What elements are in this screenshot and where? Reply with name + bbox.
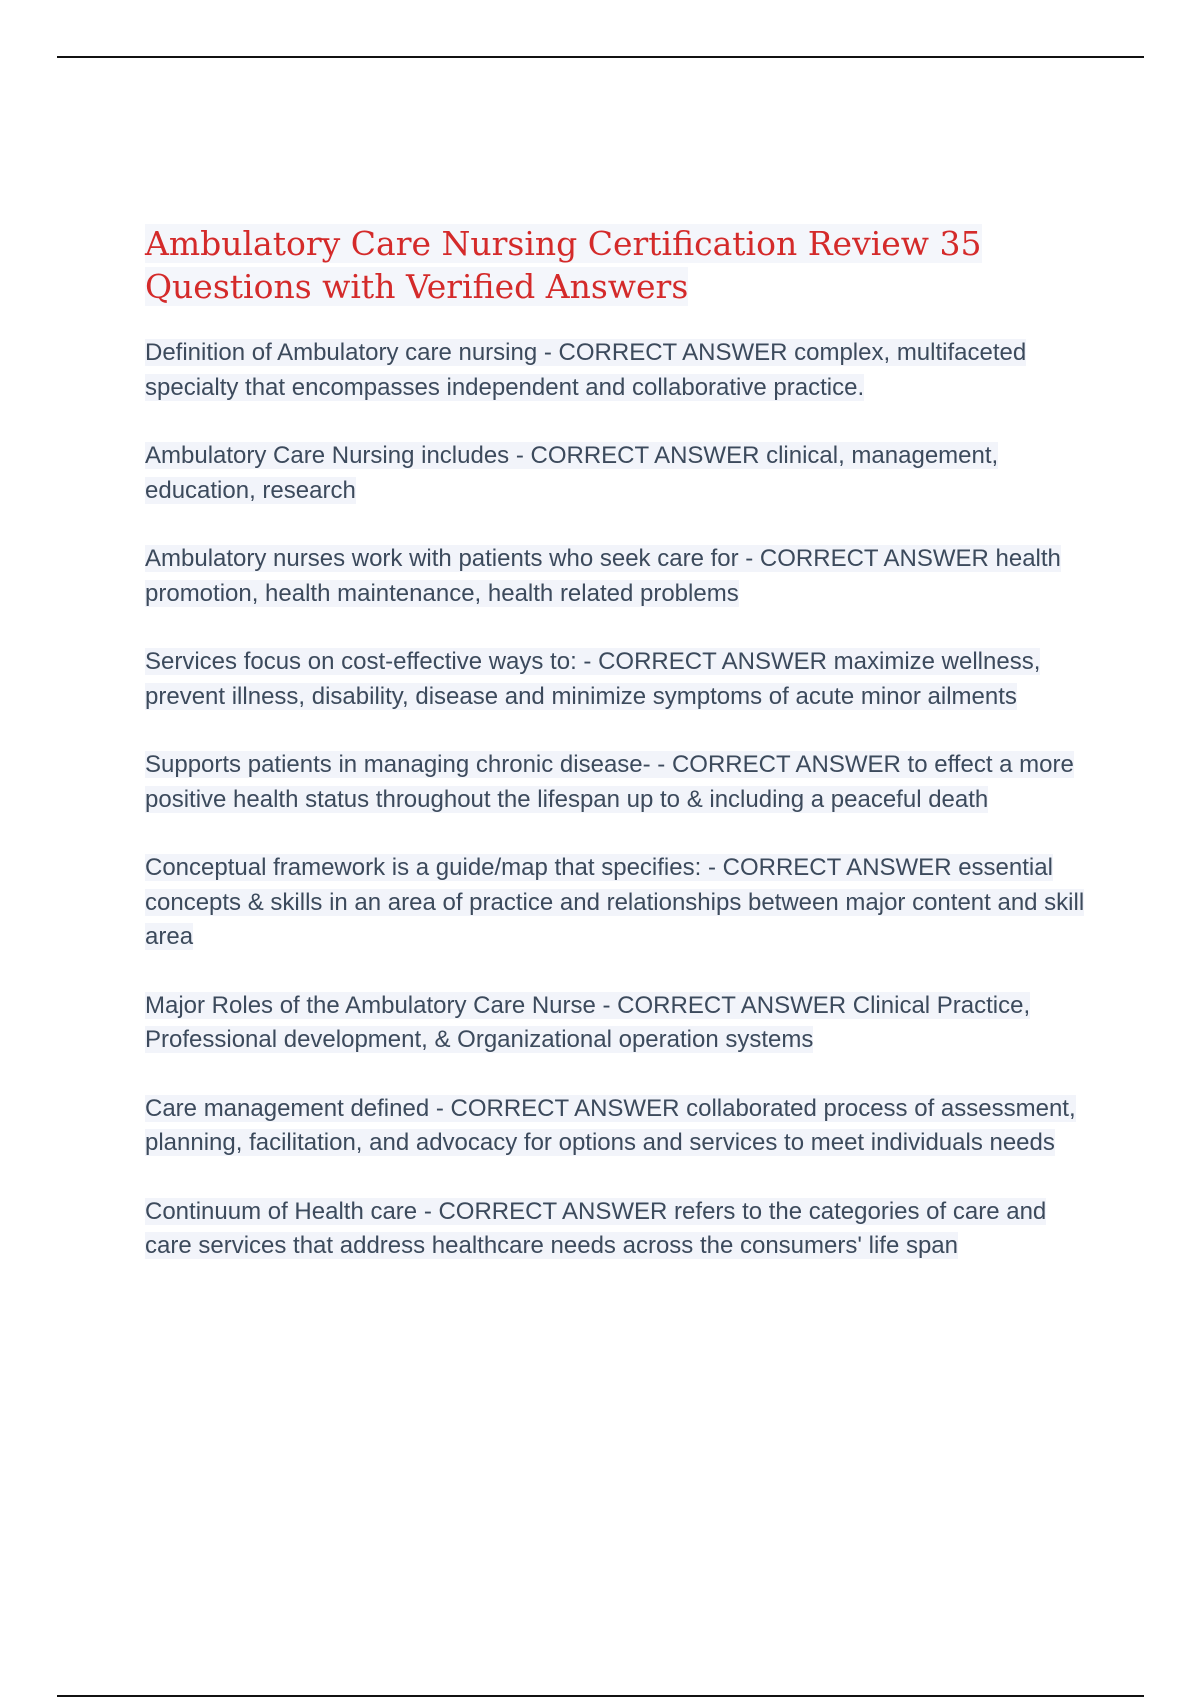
qa-item xyxy=(145,439,1095,508)
qa-text: Supports patients in managing chronic disease- - CORRECT ANSWER to effect a more positive health status throughout the lifespan up to & including a peaceful death xyxy=(145,751,1074,813)
qa-item xyxy=(145,645,1095,714)
qa-item xyxy=(145,851,1095,955)
qa-text: Definition of Ambulatory care nursing - CORRECT ANSWER complex, multifaceted specialty that encompasses independent and collaborative practice. xyxy=(145,339,1027,401)
title-block xyxy=(145,222,1095,308)
qa-item xyxy=(145,1195,1095,1264)
header-rule xyxy=(57,56,1144,58)
qa-text: Services focus on cost-effective ways to: - CORRECT ANSWER maximize wellness, prevent illness, disability, disease and minimize symptoms of acute minor ailments xyxy=(145,648,1041,710)
footer-rule xyxy=(57,1695,1144,1697)
document-title: Ambulatory Care Nursing Certification Review 35 Questions with Verified Answers xyxy=(145,224,982,306)
qa-text: Major Roles of the Ambulatory Care Nurse - CORRECT ANSWER Clinical Practice, Professional development, & Organizational operation systems xyxy=(145,991,1031,1053)
qa-item xyxy=(145,542,1095,611)
document-body xyxy=(145,222,1095,1298)
qa-list xyxy=(145,336,1095,1264)
qa-text: Ambulatory Care Nursing includes - CORRECT ANSWER clinical, management, education, research xyxy=(145,442,999,504)
qa-text: Conceptual framework is a guide/map that specifies: - CORRECT ANSWER essential concepts & skills in an area of practice and relationships between major content and skill area xyxy=(145,854,1085,950)
qa-text: Care management defined - CORRECT ANSWER collaborated process of assessment, planning, facilitation, and advocacy for options and services to meet individuals needs xyxy=(145,1094,1076,1156)
qa-text: Ambulatory nurses work with patients who seek care for - CORRECT ANSWER health promotion, health maintenance, health related problems xyxy=(145,545,1061,607)
qa-item xyxy=(145,1092,1095,1161)
qa-item xyxy=(145,748,1095,817)
qa-item xyxy=(145,336,1095,405)
qa-item xyxy=(145,989,1095,1058)
qa-text: Continuum of Health care - CORRECT ANSWER refers to the categories of care and care services that address healthcare needs across the consumers' life span xyxy=(145,1197,1047,1259)
